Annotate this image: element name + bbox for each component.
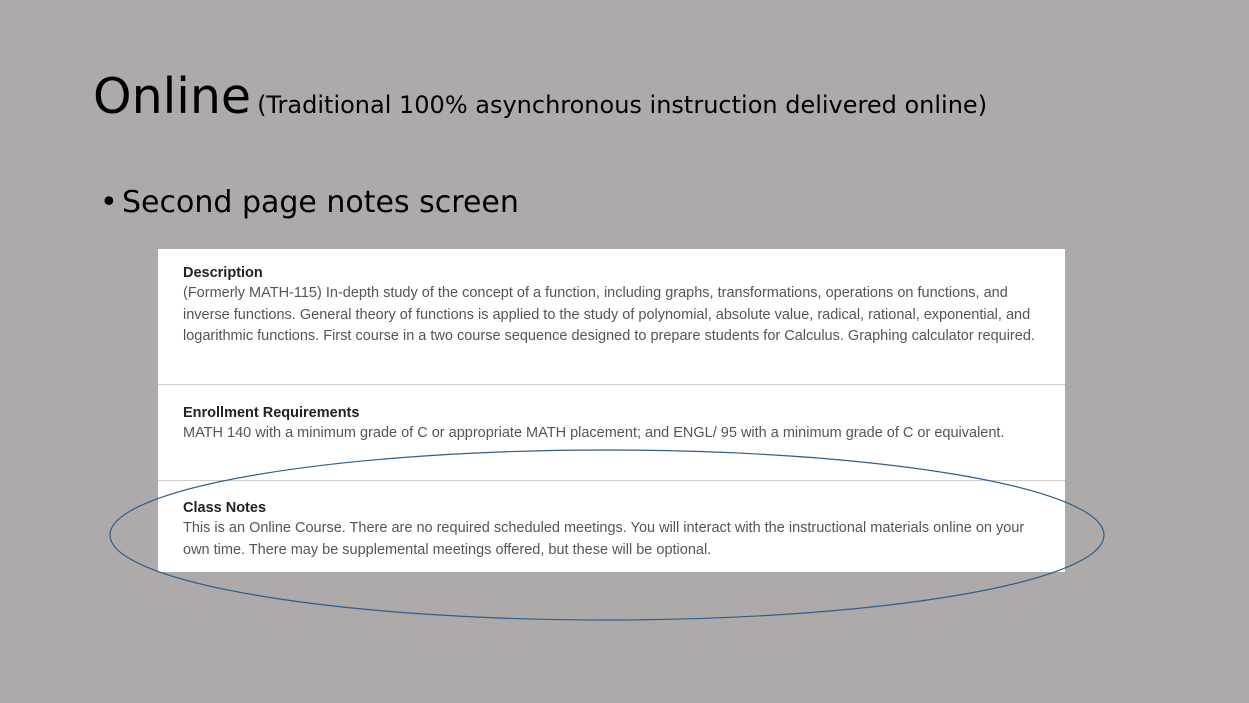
slide-title-main: Online — [93, 68, 252, 125]
bullet-dot: • — [100, 185, 118, 220]
course-details-panel — [158, 249, 1065, 572]
class-notes-section — [158, 480, 1065, 572]
class-notes-heading: Class Notes — [183, 500, 267, 516]
enrollment-requirements-body: MATH 140 with a minimum grade of C or appropriate MATH placement; and ENGL/ 95 with a minimum grade of C or equivalent. — [183, 425, 1005, 441]
description-heading: Description — [183, 265, 263, 281]
class-notes-body: This is an Online Course. There are no required scheduled meetings. You will interact with the instructional materials online on your own time. There may be supplemental meetings offered, but these will be optional. — [183, 520, 1025, 558]
bullet-text: Second page notes screen — [122, 185, 519, 220]
enrollment-requirements-heading: Enrollment Requirements — [183, 405, 360, 421]
slide-title — [93, 68, 988, 125]
slide-title-subtitle: (Traditional 100% asynchronous instruction delivered online) — [257, 91, 988, 119]
bullet-point — [100, 186, 519, 219]
enrollment-requirements-section — [158, 384, 1065, 480]
description-section — [158, 249, 1065, 384]
description-body: (Formerly MATH-115) In-depth study of the concept of a function, including graphs, transformations, operations on functions, and inverse functions. General theory of functions is applied to the study of polynomial, absolute value, radical, rational, exponential, and logarithmic functions. First course in a two course sequence designed to prepare students for Calculus. Graphing calculator required. — [183, 285, 1035, 344]
